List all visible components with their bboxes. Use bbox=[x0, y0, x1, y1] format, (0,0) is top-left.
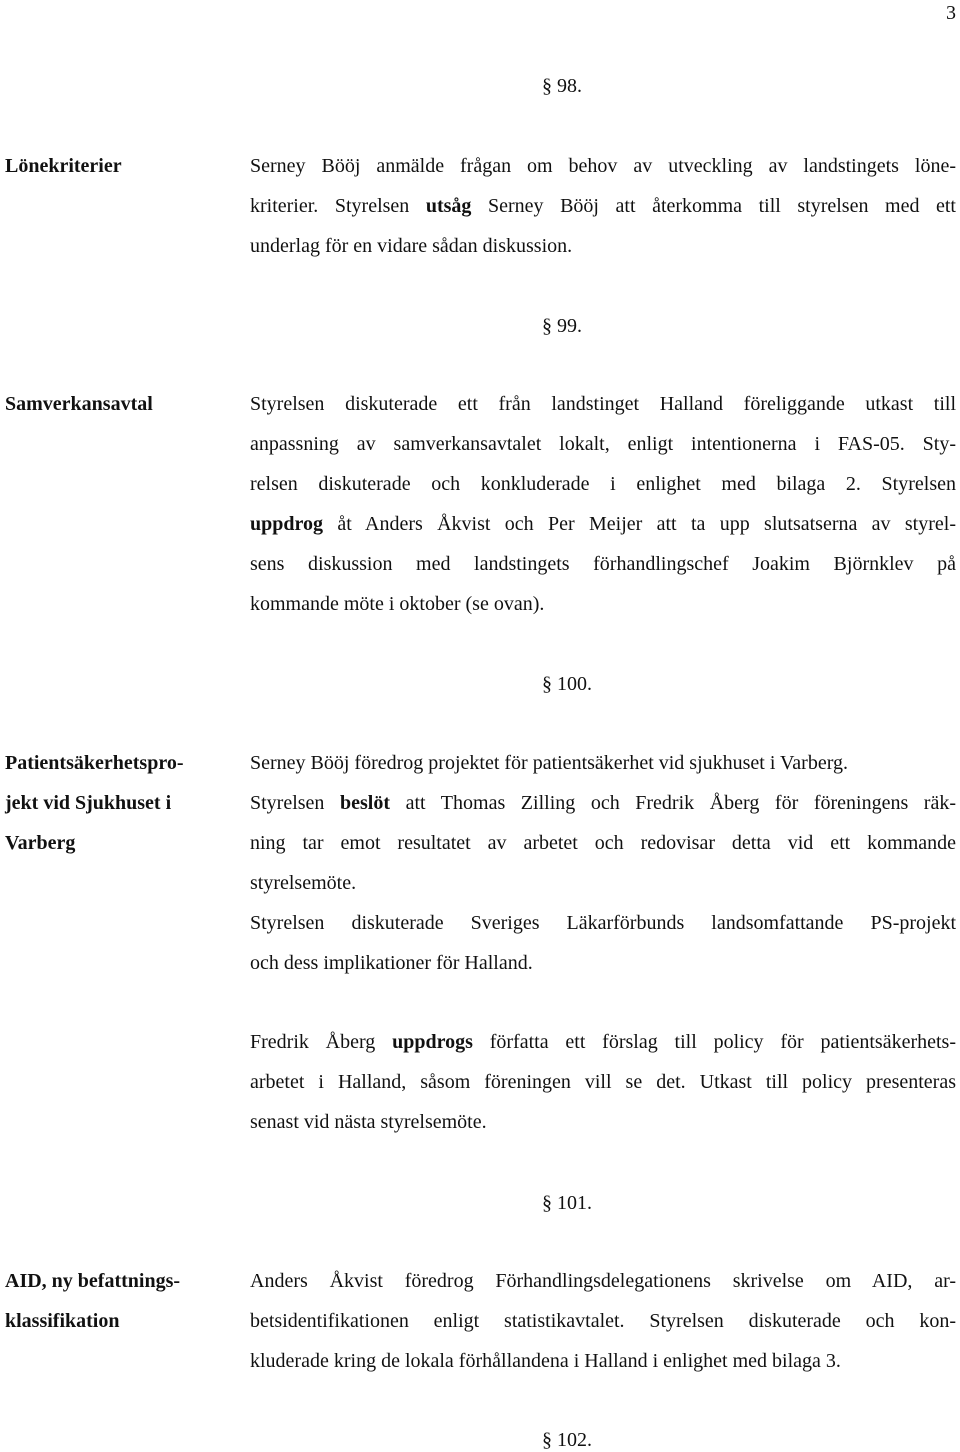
section-body-99 bbox=[250, 384, 956, 624]
body-line: senast vid nästa styrelsemöte. bbox=[250, 1111, 487, 1133]
page-number: 3 bbox=[946, 2, 956, 24]
paragraph-number-99: § 99. bbox=[542, 315, 582, 337]
body-line: Serney Bööj anmälde frågan om behov av utveckling av landstingets löne- bbox=[250, 155, 956, 177]
paragraph-number-98: § 98. bbox=[542, 75, 582, 97]
section-heading-aid bbox=[5, 1261, 233, 1341]
body-line: Styrelsen diskuterade ett från landstinget Halland föreliggande utkast till bbox=[250, 393, 956, 415]
body-line: kriterier. Styrelsen utsåg Serney Bööj att återkomma till styrelsen med ett bbox=[250, 195, 956, 217]
emphasis-decision: utsåg bbox=[425, 195, 472, 217]
body-line: och dess implikationer för Halland. bbox=[250, 952, 533, 974]
paragraph-number-102: § 102. bbox=[542, 1429, 592, 1451]
paragraph-number-100: § 100. bbox=[542, 673, 592, 695]
body-line: kluderade kring de lokala förhållandena i Halland i enlighet med bilaga 3. bbox=[250, 1350, 841, 1372]
body-line: Serney Bööj föredrog projektet för patientsäkerhet vid sjukhuset i Varberg. bbox=[250, 752, 848, 774]
body-line: Styrelsen beslöt att Thomas Zilling och Fredrik Åberg för föreningens räk- bbox=[250, 792, 957, 814]
body-line: underlag för en vidare sådan diskussion. bbox=[250, 235, 573, 257]
heading-line: Lönekriterier bbox=[5, 155, 122, 177]
body-line: Styrelsen diskuterade Sveriges Läkarförbunds landsomfattande PS-projekt bbox=[250, 912, 956, 934]
paragraph-number-101: § 101. bbox=[542, 1192, 592, 1214]
heading-line: klassifikation bbox=[5, 1310, 120, 1332]
body-line: anpassning av samverkansavtalet lokalt, enligt intentionerna i FAS-05. Sty- bbox=[250, 433, 956, 455]
body-line: sens diskussion med landstingets förhandlingschef Joakim Björnklev på bbox=[250, 553, 956, 575]
emphasis-decision: uppdrogs bbox=[392, 1031, 473, 1053]
emphasis-decision: beslöt bbox=[340, 792, 391, 814]
section-heading-patientsakerhetsprojekt bbox=[5, 743, 233, 863]
section-heading-lonekriterier bbox=[5, 146, 233, 186]
body-line: Anders Åkvist föredrog Förhandlingsdelegationens skrivelse om AID, ar- bbox=[250, 1270, 956, 1292]
heading-line: Varberg bbox=[5, 832, 76, 854]
heading-line: Patientsäkerhetspro- bbox=[5, 752, 184, 774]
body-line: ning tar emot resultatet av arbetet och redovisar detta vid ett kommande bbox=[250, 832, 956, 854]
body-line: relsen diskuterade och konkluderade i enlighet med bilaga 2. Styrelsen bbox=[250, 473, 956, 495]
section-body-98 bbox=[250, 146, 956, 266]
emphasis-decision: uppdrog bbox=[250, 513, 324, 535]
body-line: betsidentifikationen enligt statistikavtalet. Styrelsen diskuterade och kon- bbox=[250, 1310, 956, 1332]
section-body-100-continued bbox=[250, 1022, 956, 1142]
heading-line: AID, ny befattnings- bbox=[5, 1270, 181, 1292]
heading-line: Samverkansavtal bbox=[5, 393, 153, 415]
body-line: Fredrik Åberg uppdrogs författa ett förslag till policy för patientsäkerhets- bbox=[250, 1031, 956, 1053]
section-heading-samverkansavtal bbox=[5, 384, 233, 424]
body-line: styrelsemöte. bbox=[250, 872, 357, 894]
section-body-101 bbox=[250, 1261, 956, 1381]
body-line: uppdrog åt Anders Åkvist och Per Meijer att ta upp slutsatserna av styrel- bbox=[250, 513, 956, 535]
body-line: arbetet i Halland, såsom föreningen vill se det. Utkast till policy presenteras bbox=[250, 1071, 956, 1093]
heading-line: jekt vid Sjukhuset i bbox=[5, 792, 172, 814]
body-line: kommande möte i oktober (se ovan). bbox=[250, 593, 545, 615]
section-body-100 bbox=[250, 743, 956, 983]
